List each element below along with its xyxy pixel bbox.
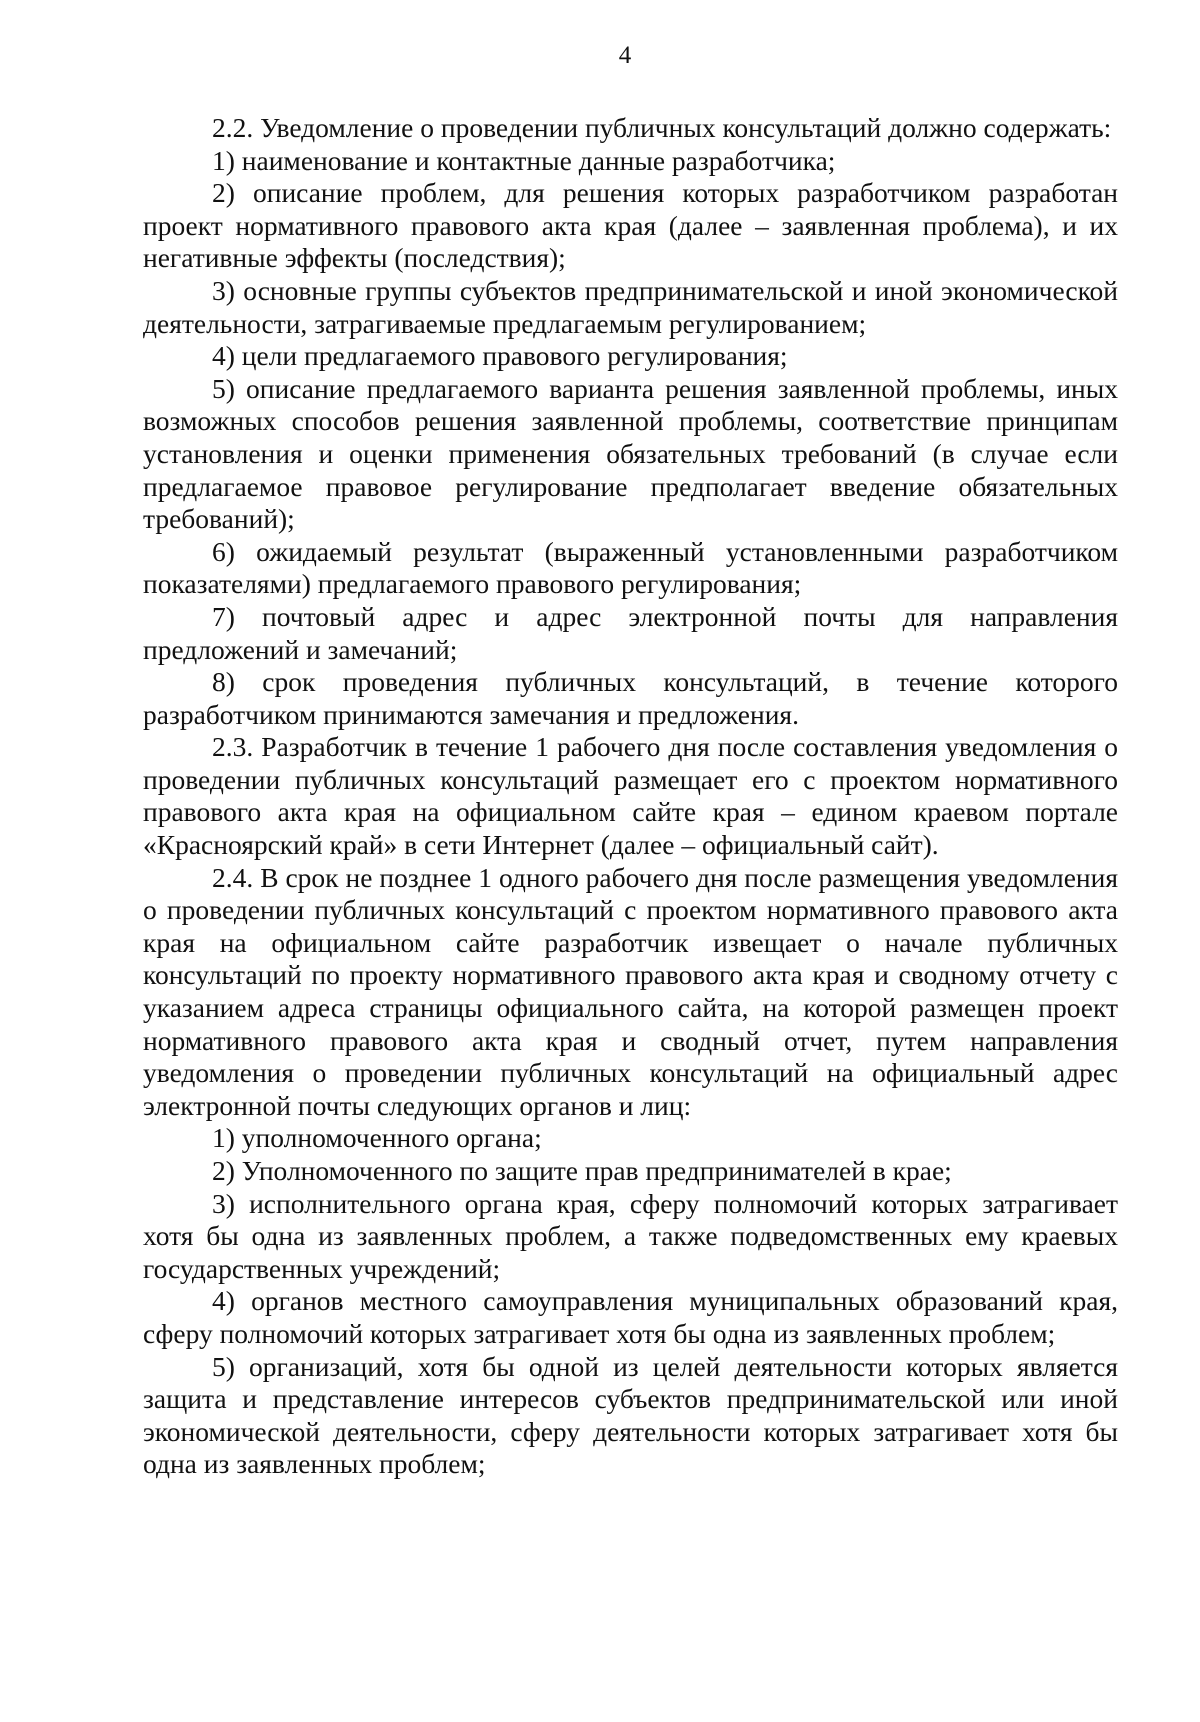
list-item-8: 8) срок проведения публичных консультаций, в течение которого разработчиком принимаются замечания и предложения.: [143, 666, 1118, 730]
page-number: 4: [618, 42, 632, 69]
paragraph-2-3: 2.3. Разработчик в течение 1 рабочего дня после составления уведомления о проведении публичных консультаций размещает его с проектом нормативного правового акта края на официальном сайте края – едином краевом портале «Красноярский край» в сети Интернет (далее – официальный сайт).: [143, 731, 1118, 861]
recipient-item-5: 5) организаций, хотя бы одной из целей деятельности которых является защита и представление интересов субъектов предпринимательской или иной экономической деятельности, сферу деятельности которых затрагивает хотя бы одна из заявленных проблем;: [143, 1350, 1118, 1480]
recipient-item-3: 3) исполнительного органа края, сферу полномочий которых затрагивает хотя бы одна из заявленных проблем, а также подведомственных ему краевых государственных учреждений;: [143, 1187, 1118, 1284]
list-item-7: 7) почтовый адрес и адрес электронной почты для направления предложений и замечаний;: [143, 600, 1118, 665]
list-item-1: 1) наименование и контактные данные разработчика;: [212, 144, 836, 176]
paragraph-2-4: 2.4. В срок не позднее 1 одного рабочего дня после размещения уведомления о проведении публичных консультаций с проектом нормативного правового акта края на официальном сайте разработчик извещает о начале публичных консультаций по проекту нормативного правового акта края и сводному отчету с указанием адреса страницы официального сайта, на которой размещен проект нормативного правового акта края и сводный отчет, путем направления уведомления о проведении публичных консультаций на официальный адрес электронной почты следующих органов и лиц:: [143, 861, 1118, 1121]
list-item-6: 6) ожидаемый результат (выраженный установленными разработчиком показателями) предлагаемого правового регулирования;: [143, 535, 1118, 600]
list-item-5: 5) описание предлагаемого варианта решения заявленной проблемы, иных возможных способов решения заявленной проблемы, соответствие принципам установления и оценки применения обязательных требований (в случае если предлагаемое правовое регулирование предполагает введение обязательных требований);: [143, 372, 1118, 535]
list-item-4: 4) цели предлагаемого правового регулирования;: [212, 340, 788, 372]
paragraph-2-2: 2.2. Уведомление о проведении публичных консультаций должно содержать:: [212, 112, 1112, 143]
recipient-item-1: 1) уполномоченного органа;: [212, 1122, 542, 1154]
list-item-3: 3) основные группы субъектов предпринимательской и иной экономической деятельности, затрагиваемые предлагаемым регулированием;: [143, 274, 1118, 339]
document-body: [143, 112, 1118, 1481]
recipient-item-2: 2) Уполномоченного по защите прав предпринимателей в крае;: [212, 1155, 952, 1186]
recipient-item-4: 4) органов местного самоуправления муниципальных образований края, сферу полномочий которых затрагивает хотя бы одна из заявленных проблем;: [143, 1285, 1118, 1349]
list-item-2: 2) описание проблем, для решения которых разработчиком разработан проект нормативного правового акта края (далее – заявленная проблема), и их негативные эффекты (последствия);: [143, 177, 1118, 274]
